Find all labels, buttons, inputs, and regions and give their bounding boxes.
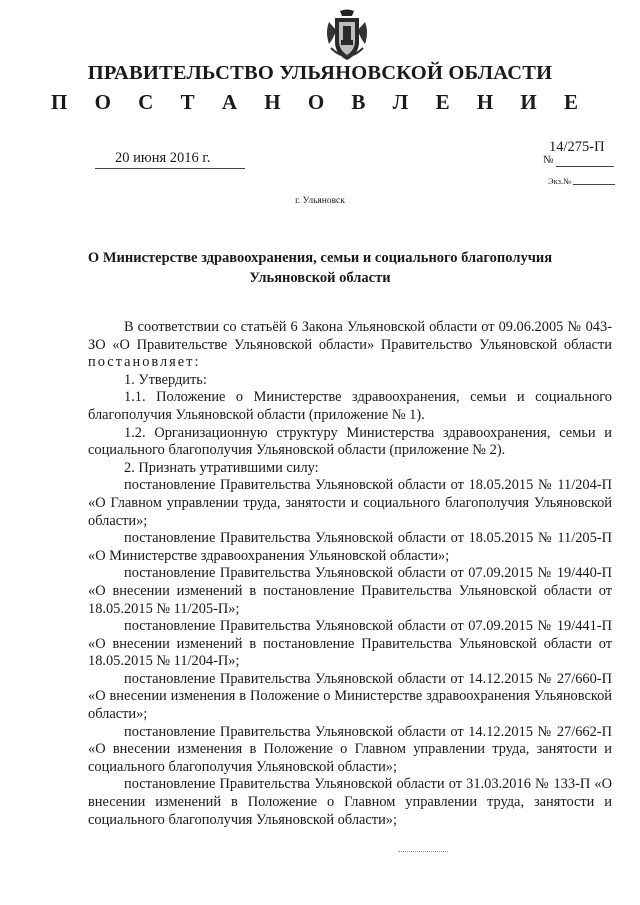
repeal-item-4: постановление Правительства Ульяновской области от 07.09.2015 № 19/441-П «О внесении изменений в постановление Правительства Ульяновской области от 18.05.2015 № 11/204-П»;	[88, 618, 612, 670]
repeal-item-3: постановление Правительства Ульяновской области от 07.09.2015 № 19/440-П «О внесении изменений в постановление Правительства Ульяновской области от 18.05.2015 № 11/205-П»;	[88, 565, 612, 617]
coat-of-arms-icon	[324, 8, 370, 64]
copy-underline	[573, 184, 615, 185]
government-title: ПРАВИТЕЛЬСТВО УЛЬЯНОВСКОЙ ОБЛАСТИ	[87, 62, 553, 84]
intro-paragraph	[88, 319, 612, 372]
number-sign: №	[543, 154, 554, 166]
number-underline	[556, 166, 614, 167]
intro-text: В соответствии со статьёй 6 Закона Ульяновской области от 09.06.2005 № 043-ЗО «О Правительстве Ульяновской области» Правительство Ульяновской области	[88, 319, 612, 353]
document-date: 20 июня 2016 г.	[115, 150, 211, 166]
intro-colon: :	[194, 354, 199, 371]
paragraph-1-2: 1.2. Организационную структуру Министерства здравоохранения, семьи и социального благополучия Ульяновской области (приложение № 2).	[88, 424, 612, 459]
document-subject	[80, 248, 560, 288]
footer-mark	[398, 851, 448, 852]
document-body	[88, 319, 612, 829]
repeal-item-2: постановление Правительства Ульяновской области от 18.05.2015 № 11/205-П «О Министерстве здравоохранения Ульяновской области»;	[88, 530, 612, 564]
document-type: П О С Т А Н О В Л Е Н И Е	[50, 90, 589, 114]
repeal-item-1: постановление Правительства Ульяновской области от 18.05.2015 № 11/204-П «О Главном управлении труда, занятости и социального благополучия Ульяновской области»;	[88, 477, 612, 529]
repeal-item-5: постановление Правительства Ульяновской области от 14.12.2015 № 27/660-П «О внесении изменения в Положение о Министерстве здравоохранения Ульяновской области»;	[88, 670, 612, 723]
repeal-item-6: постановление Правительства Ульяновской области от 14.12.2015 № 27/662-П «О внесении изменения в Положение о Главном управлении труда, занятости и социального благополучия Ульяновской области»;	[88, 723, 612, 775]
copy-label: Экз.№	[548, 176, 572, 186]
subject-line-2: Ульяновской области	[249, 270, 391, 286]
document-number: 14/275-П	[549, 139, 605, 155]
paragraph-2: 2. Признать утратившими силу:	[124, 459, 319, 476]
paragraph-1-1: 1.1. Положение о Министерстве здравоохранения, семьи и социального благополучия Ульяновской области (приложение № 1).	[88, 389, 612, 423]
intro-resolves: постановляет	[88, 354, 195, 371]
date-underline	[95, 168, 245, 169]
repeal-item-7: постановление Правительства Ульяновской области от 31.03.2016 № 133-П «О внесении изменений в Положение о Главном управлении труда, занятости и социального благополучия Ульяновской области»;	[88, 776, 612, 828]
city-line: г. Ульяновск	[295, 196, 345, 206]
subject-line-1: О Министерстве здравоохранения, семьи и социального благополучия	[87, 250, 553, 266]
paragraph-1: 1. Утвердить:	[124, 371, 207, 388]
